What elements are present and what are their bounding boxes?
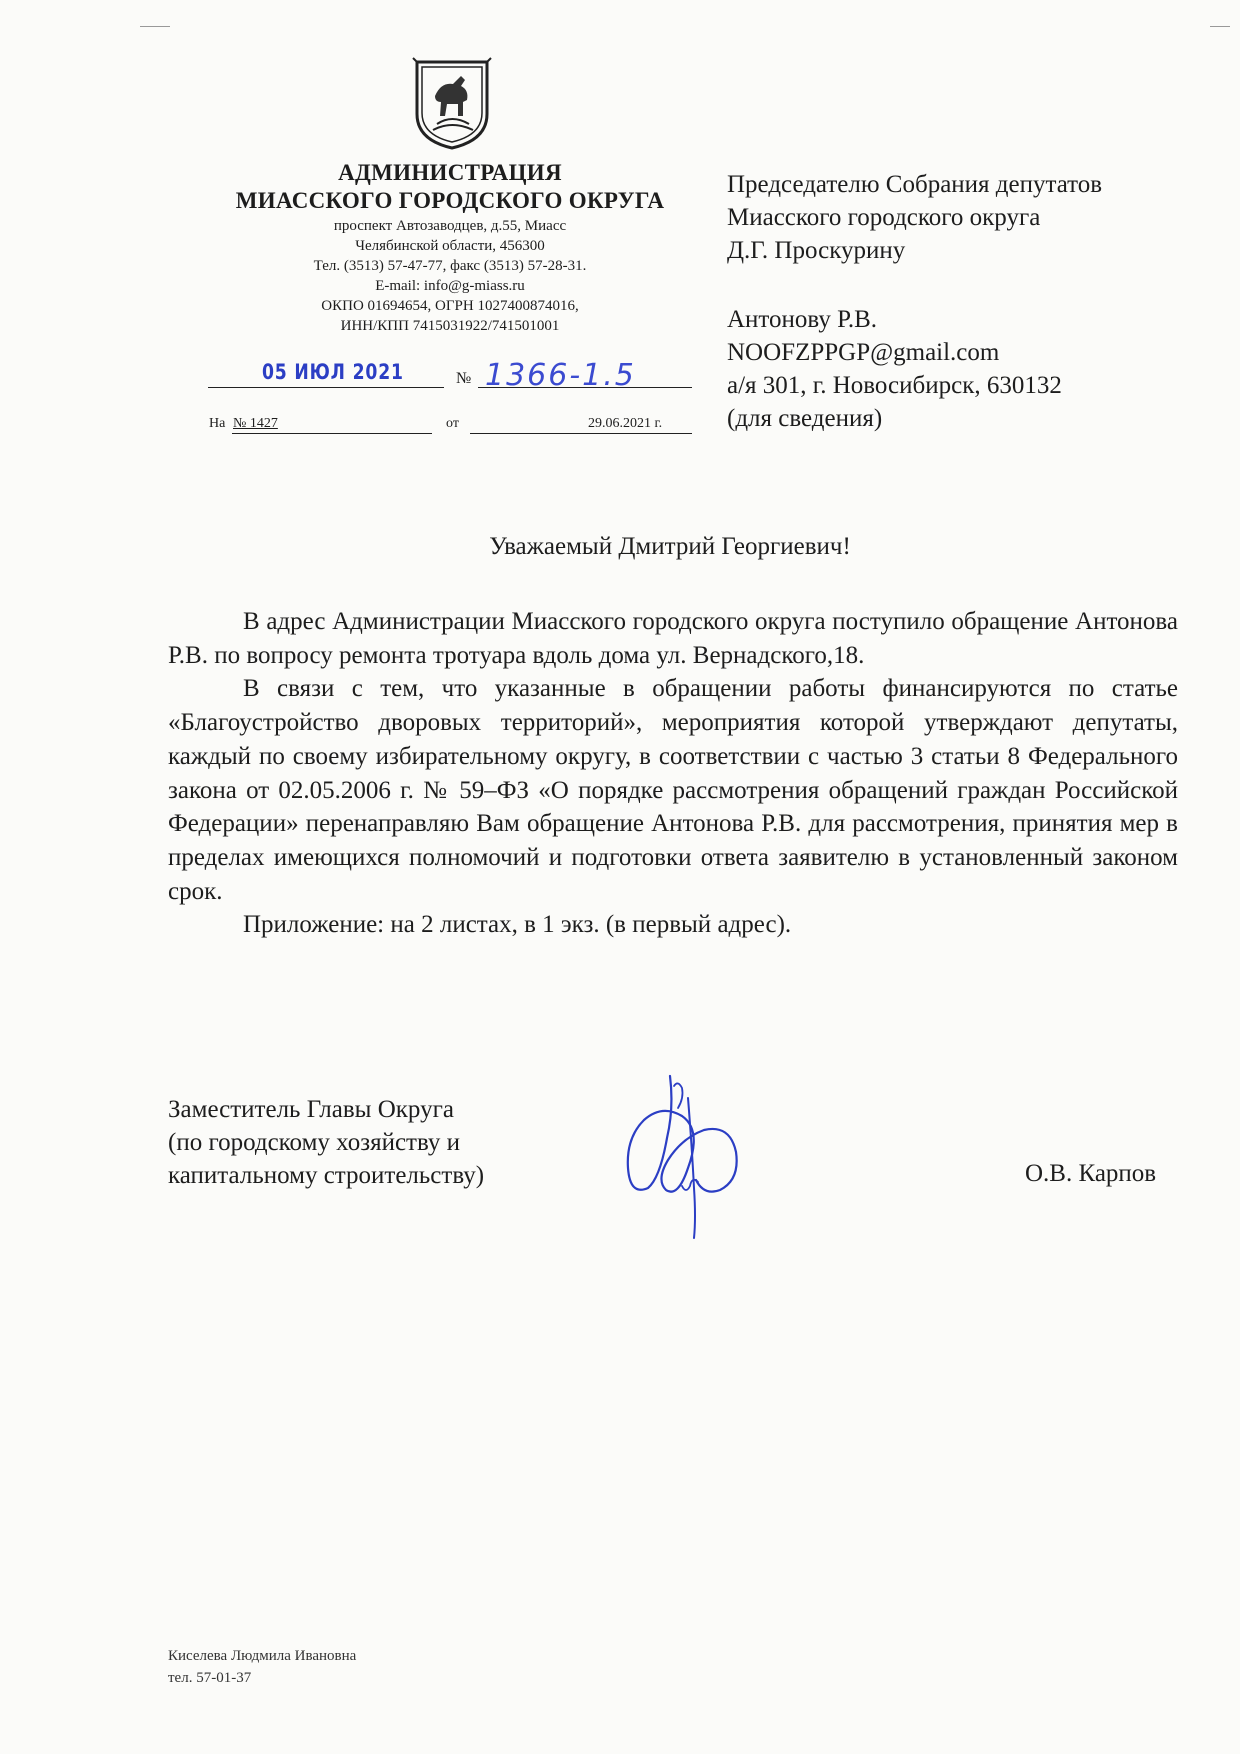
addressee-primary (727, 168, 1227, 267)
coat-of-arms-icon (411, 56, 493, 152)
ref-number: № 1427 (233, 416, 278, 431)
org-address: проспект Автозаводцев, д.55, Миасс (333, 218, 567, 234)
org-phone: Тел. (3513) 57-47-77, факс (3513) 57-28-31. (313, 258, 587, 274)
body-paragraph: Приложение: на 2 листах, в 1 экз. (в первый адрес). (243, 911, 792, 939)
number-sign: № (456, 370, 472, 387)
org-email: E-mail: info@g-miass.ru (375, 278, 525, 294)
executor-info (168, 1645, 356, 1689)
letter-body (168, 605, 1178, 942)
position-line: (по городскому хозяйству и (168, 1129, 461, 1156)
addressee-line: а/я 301, г. Новосибирск, 630132 (727, 372, 1062, 399)
org-subtitle: МИАССКОГО ГОРОДСКОГО ОКРУГА (235, 188, 665, 213)
addressee-secondary (727, 303, 1227, 435)
ref-underline (232, 433, 432, 434)
org-inn: ИНН/КПП 7415031922/741501001 (340, 318, 560, 334)
position-line: капитальному строительству) (168, 1162, 485, 1189)
position-line: Заместитель Главы Округа (168, 1096, 454, 1123)
addressee-line: (для сведения) (727, 405, 883, 432)
addressee-email: NOOFZPPGP@gmail.com (727, 339, 1000, 366)
salutation: Уважаемый Дмитрий Георгиевич! (489, 533, 851, 560)
ref-prefix: На (209, 416, 226, 431)
executor-name: Киселева Людмила Ивановна (168, 1648, 357, 1664)
outgoing-number: 1366-1.5 (485, 358, 636, 393)
ref-from-label: от (446, 416, 459, 431)
org-title: АДМИНИСТРАЦИЯ (338, 160, 562, 185)
scan-mark (1210, 26, 1230, 27)
org-contacts (230, 216, 670, 336)
executor-phone: тел. 57-01-37 (168, 1670, 252, 1686)
date-stamp: 05 ИЮЛ 2021 (262, 360, 404, 384)
body-paragraph: В связи с тем, что указанные в обращении работы финансируются по статье «Благоустройство дворовых территорий», мероприятия которой утверждают депутаты, каждый по своему избирательному округу, в соответствии с частью 3 статьи 8 Федерального закона от 02.05.2006 г. № 59–ФЗ «О порядке рассмотрения обращений граждан Российской Федерации» перенаправляю Вам обращение Антонова Р.В. для рассмотрения, принятия мер в пределах имеющихся полномочий и подготовки ответа заявителю в установленный законом срок. (168, 675, 1178, 905)
body-paragraph: В адрес Администрации Миасского городского округа поступило обращение Антонова Р.В. по вопросу ремонта тротуара вдоль дома ул. Вернадского,18. (168, 608, 1178, 669)
addressee-line: Антонову Р.В. (727, 306, 878, 333)
signatory-position (168, 1093, 588, 1192)
ref-date-underline (470, 433, 692, 434)
addressee-line: Миасского городского округа (727, 204, 1041, 231)
org-region: Челябинской области, 456300 (355, 238, 545, 254)
handwritten-signature (612, 1068, 752, 1246)
org-okpo: ОКПО 01694654, ОГРН 1027400874016, (321, 298, 579, 314)
date-underline (208, 387, 444, 388)
signatory-name: О.В. Карпов (1025, 1160, 1157, 1187)
addressee-line: Д.Г. Проскурину (727, 237, 906, 264)
ref-date: 29.06.2021 г. (588, 416, 663, 431)
addressee-line: Председателю Собрания депутатов (727, 171, 1103, 198)
scan-mark (140, 26, 170, 27)
